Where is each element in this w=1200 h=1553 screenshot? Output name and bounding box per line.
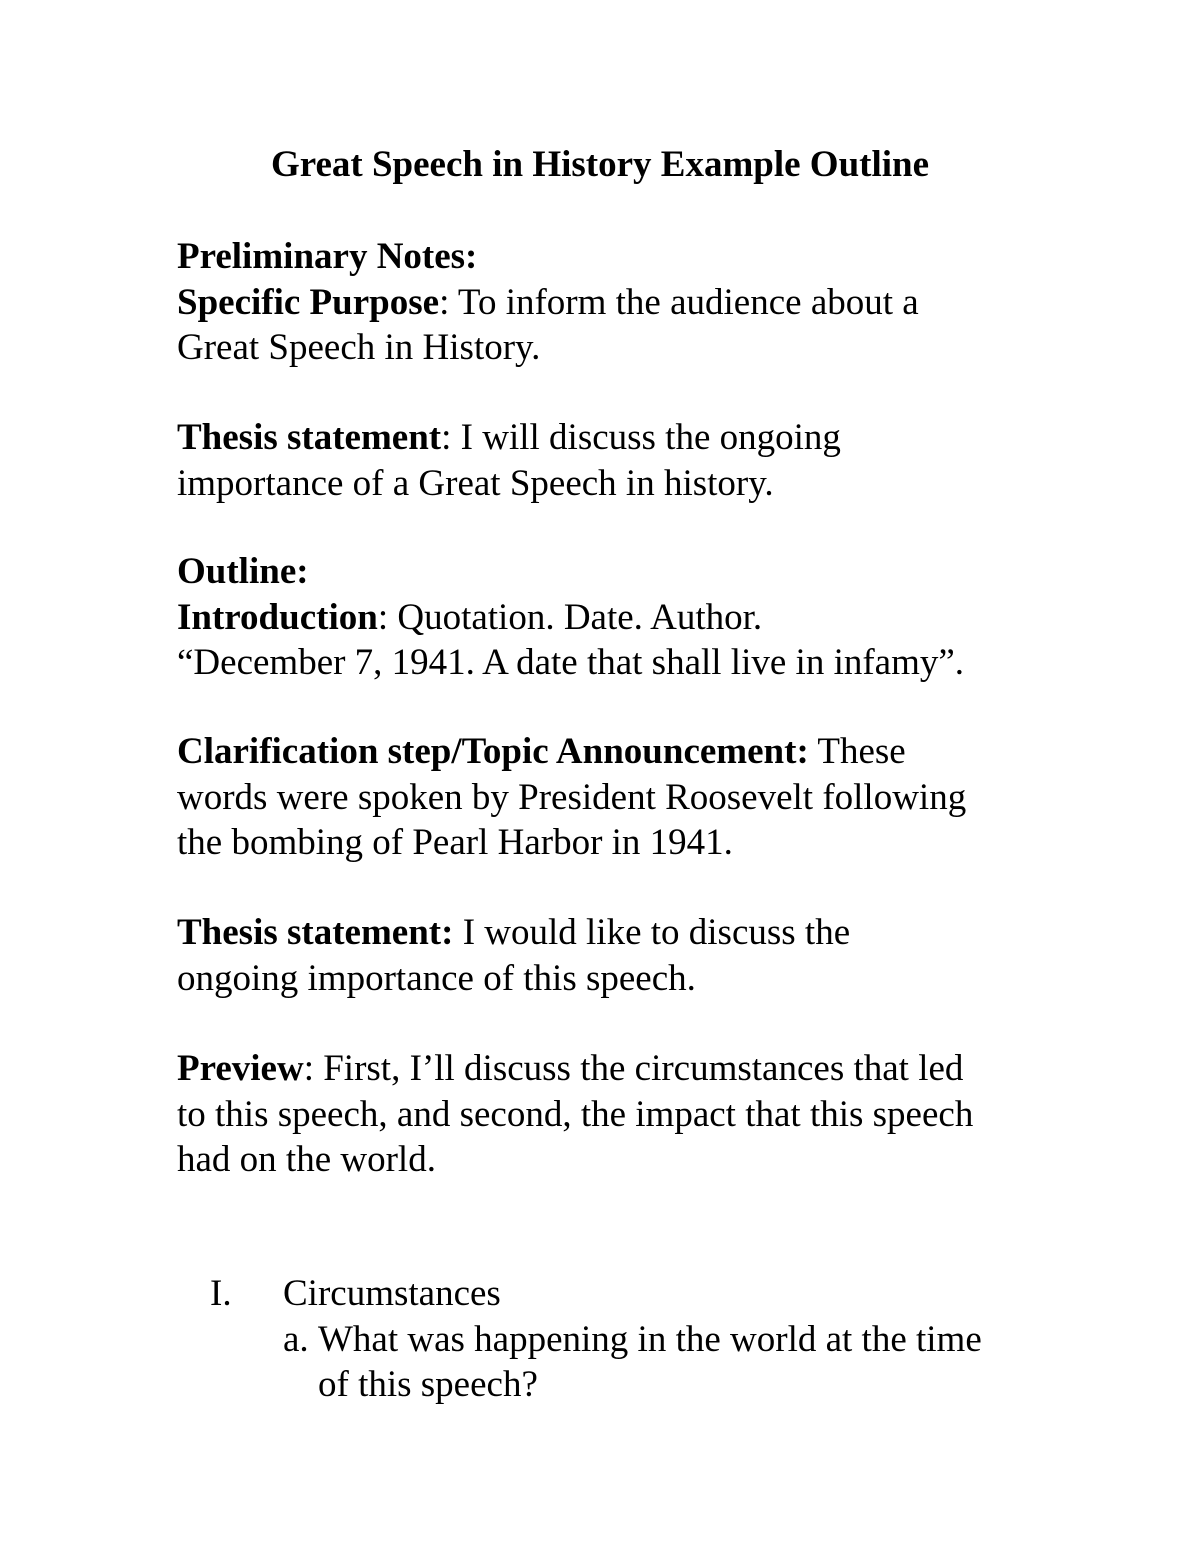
thesis-statement-2-label: Thesis statement: — [177, 912, 454, 953]
thesis-statement-text: : I will discuss the ongoing — [441, 417, 841, 458]
outline-heading: Outline: — [177, 551, 309, 592]
thesis-statement-label: Thesis statement — [177, 417, 442, 458]
thesis-statement-2-line — [177, 910, 1037, 956]
sub-item-a-marker: a. — [283, 1319, 309, 1360]
preview-line — [177, 1046, 1037, 1092]
introduction-line — [177, 595, 1037, 641]
thesis-statement-2-text-continued: ongoing importance of this speech. — [177, 957, 696, 999]
thesis-statement-text-continued: importance of a Great Speech in history. — [177, 462, 774, 504]
clarification-text-line-3: the bombing of Pearl Harbor in 1941. — [177, 822, 733, 863]
sub-item-a-text: What was happening in the world at the time — [318, 1319, 982, 1360]
introduction-quote: “December 7, 1941. A date that shall live in infamy”. — [177, 642, 965, 683]
clarification-label: Clarification step/Topic Announcement: — [177, 731, 809, 772]
clarification-line — [177, 729, 1037, 775]
introduction-label: Introduction — [177, 596, 378, 638]
specific-purpose-line — [177, 280, 1037, 326]
preliminary-notes-heading: Preliminary Notes: — [177, 236, 478, 277]
thesis-statement-section — [177, 415, 1037, 506]
clarification-text-line-2: words were spoken by President Roosevelt following — [177, 776, 967, 818]
preview-section — [177, 1046, 1037, 1183]
specific-purpose-label: Specific Purpose — [177, 281, 440, 323]
outline-section — [177, 549, 1037, 686]
thesis-statement-2-text: I would like to discuss the — [453, 912, 851, 953]
page-title: Great Speech in History Example Outline — [270, 144, 930, 185]
list-item-1-marker: I. — [210, 1273, 232, 1314]
preview-text-line-2: to this speech, and second, the impact that this speech — [177, 1093, 974, 1135]
clarification-section — [177, 729, 1037, 866]
introduction-text: : Quotation. Date. Author. — [377, 596, 763, 638]
sub-item-a-text-continued: of this speech? — [318, 1364, 538, 1405]
preliminary-notes-section — [177, 234, 1037, 371]
specific-purpose-text: : To inform the audience about a — [439, 281, 919, 323]
preview-text-line-3: had on the world. — [177, 1139, 436, 1180]
thesis-statement-2-section — [177, 910, 1037, 1001]
preview-label: Preview — [177, 1048, 304, 1089]
specific-purpose-text-continued: Great Speech in History. — [177, 327, 541, 368]
clarification-text: These — [808, 731, 906, 772]
list-item-1-text: Circumstances — [283, 1273, 501, 1314]
thesis-statement-line — [177, 415, 1037, 461]
preview-text: : First, I’ll discuss the circumstances that led — [303, 1048, 964, 1089]
